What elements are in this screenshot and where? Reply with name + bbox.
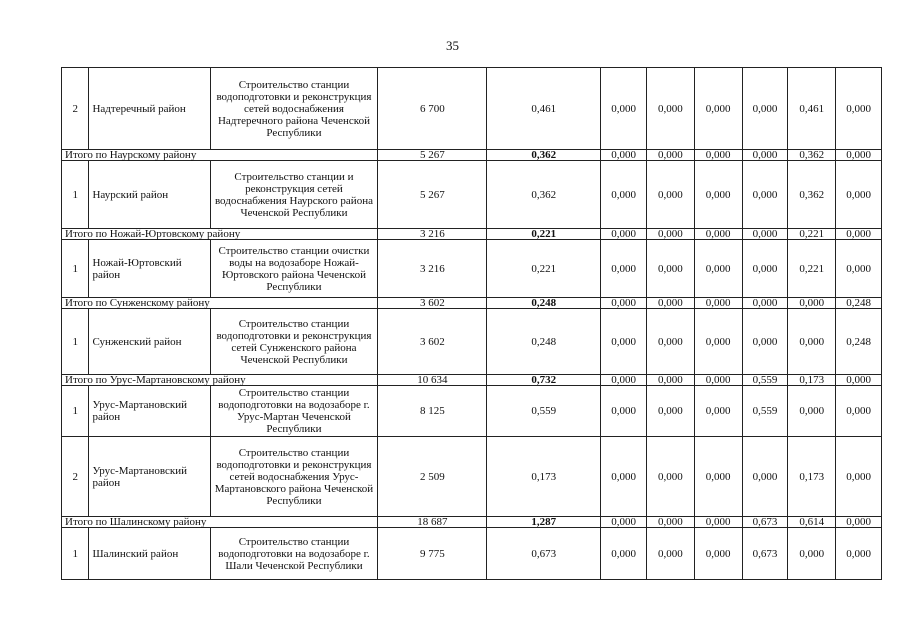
cost-value: 2 509 [378,437,487,517]
period-value: 0,000 [601,528,647,580]
period-value: 0,000 [836,240,882,298]
project-row [62,309,882,375]
project-row [62,161,882,229]
period-value: 0,000 [836,437,882,517]
period-value: 0,000 [601,437,647,517]
cost-value: 10 634 [378,375,487,386]
cost-value: 18 687 [378,517,487,528]
period-value: 0,000 [694,298,742,309]
period-value: 0,000 [646,386,694,437]
row-number: 1 [62,528,89,580]
amount-value: 0,221 [487,240,601,298]
period-value: 0,559 [742,375,788,386]
period-value: 0,000 [836,375,882,386]
period-value: 0,000 [646,240,694,298]
total-label: Итого по Наурскому району [62,150,378,161]
cost-value: 3 602 [378,298,487,309]
project-description: Строительство станции водоподготовки и реконструкция сетей Сунженского района Чеченской Республики [210,309,378,375]
period-value: 0,000 [836,229,882,240]
period-value: 0,000 [788,309,836,375]
cost-value: 3 216 [378,240,487,298]
period-value: 0,000 [788,528,836,580]
period-value: 0,000 [836,161,882,229]
period-value: 0,000 [601,386,647,437]
period-value: 0,000 [601,309,647,375]
total-label: Итого по Ножай-Юртовскому району [62,229,378,240]
period-value: 0,248 [836,298,882,309]
row-number: 1 [62,240,89,298]
period-value: 0,000 [646,309,694,375]
period-value: 0,000 [742,240,788,298]
period-value: 0,362 [788,161,836,229]
period-value: 0,000 [836,386,882,437]
period-value: 0,000 [694,68,742,150]
period-value: 0,000 [836,528,882,580]
period-value: 0,000 [601,161,647,229]
period-value: 0,000 [694,517,742,528]
row-number: 2 [62,68,89,150]
row-number: 1 [62,161,89,229]
period-value: 0,000 [694,386,742,437]
total-label: Итого по Сунженскому району [62,298,378,309]
period-value: 0,000 [694,161,742,229]
period-value: 0,362 [788,150,836,161]
amount-value: 1,287 [487,517,601,528]
page-number: 35 [446,38,459,53]
period-value: 0,248 [836,309,882,375]
cost-value: 6 700 [378,68,487,150]
amount-value: 0,362 [487,161,601,229]
period-value: 0,461 [788,68,836,150]
district-name: Урус-Мартановский район [89,386,210,437]
district-name: Ножай-Юртовский район [89,240,210,298]
period-value: 0,000 [646,437,694,517]
period-value: 0,000 [694,229,742,240]
amount-value: 0,559 [487,386,601,437]
period-value: 0,000 [742,150,788,161]
amount-value: 0,248 [487,309,601,375]
period-value: 0,000 [742,229,788,240]
period-value: 0,559 [742,386,788,437]
amount-value: 0,732 [487,375,601,386]
amount-value: 0,248 [487,298,601,309]
period-value: 0,000 [742,68,788,150]
period-value: 0,000 [836,150,882,161]
district-name: Надтеречный район [89,68,210,150]
period-value: 0,221 [788,229,836,240]
period-value: 0,000 [694,309,742,375]
project-row [62,528,882,580]
period-value: 0,000 [694,150,742,161]
district-name: Сунженский район [89,309,210,375]
row-number: 1 [62,386,89,437]
cost-value: 3 216 [378,229,487,240]
project-row [62,68,882,150]
row-number: 2 [62,437,89,517]
period-value: 0,000 [646,68,694,150]
district-name: Урус-Мартановский район [89,437,210,517]
period-value: 0,000 [694,528,742,580]
project-description: Строительство станции и реконструкция сетей водоснабжения Наурского района Чеченской Республики [210,161,378,229]
cost-value: 9 775 [378,528,487,580]
project-row [62,240,882,298]
amount-value: 0,362 [487,150,601,161]
period-value: 0,000 [742,298,788,309]
period-value: 0,000 [646,298,694,309]
cost-value: 8 125 [378,386,487,437]
period-value: 0,000 [646,229,694,240]
total-label: Итого по Урус-Мартановскому району [62,375,378,386]
period-value: 0,000 [694,375,742,386]
amount-value: 0,673 [487,528,601,580]
period-value: 0,000 [646,375,694,386]
period-value: 0,000 [646,161,694,229]
district-total-row [62,229,882,240]
project-row [62,437,882,517]
period-value: 0,673 [742,528,788,580]
period-value: 0,173 [788,375,836,386]
district-total-row [62,517,882,528]
period-value: 0,000 [601,298,647,309]
period-value: 0,614 [788,517,836,528]
period-value: 0,000 [742,161,788,229]
amount-value: 0,221 [487,229,601,240]
cost-value: 3 602 [378,309,487,375]
project-description: Строительство станции водоподготовки на водозаборе г. Шали Чеченской Республики [210,528,378,580]
district-total-row [62,375,882,386]
period-value: 0,000 [646,517,694,528]
period-value: 0,000 [742,309,788,375]
period-value: 0,000 [694,240,742,298]
period-value: 0,000 [694,437,742,517]
period-value: 0,173 [788,437,836,517]
period-value: 0,000 [601,517,647,528]
period-value: 0,000 [646,150,694,161]
period-value: 0,000 [646,528,694,580]
district-name: Наурский район [89,161,210,229]
period-value: 0,000 [601,150,647,161]
row-number: 1 [62,309,89,375]
total-label: Итого по Шалинскому району [62,517,378,528]
cost-value: 5 267 [378,150,487,161]
project-row [62,386,882,437]
project-description: Строительство станции водоподготовки и реконструкция сетей водоснабжения Урус-Мартановского района Чеченской Республики [210,437,378,517]
amount-value: 0,173 [487,437,601,517]
period-value: 0,673 [742,517,788,528]
period-value: 0,000 [836,68,882,150]
cost-value: 5 267 [378,161,487,229]
amount-value: 0,461 [487,68,601,150]
period-value: 0,000 [742,437,788,517]
district-total-row [62,298,882,309]
period-value: 0,000 [788,298,836,309]
project-description: Строительство станции очистки воды на водозаборе Ножай-Юртовского района Чеченской Республики [210,240,378,298]
period-value: 0,221 [788,240,836,298]
period-value: 0,000 [601,68,647,150]
period-value: 0,000 [601,229,647,240]
period-value: 0,000 [601,375,647,386]
project-description: Строительство станции водоподготовки на водозаборе г. Урус-Мартан Чеченской Республики [210,386,378,437]
period-value: 0,000 [788,386,836,437]
investment-table [61,67,882,580]
project-description: Строительство станции водоподготовки и реконструкция сетей водоснабжения Надтеречного района Чеченской Республики [210,68,378,150]
period-value: 0,000 [836,517,882,528]
district-total-row [62,150,882,161]
district-name: Шалинский район [89,528,210,580]
period-value: 0,000 [601,240,647,298]
